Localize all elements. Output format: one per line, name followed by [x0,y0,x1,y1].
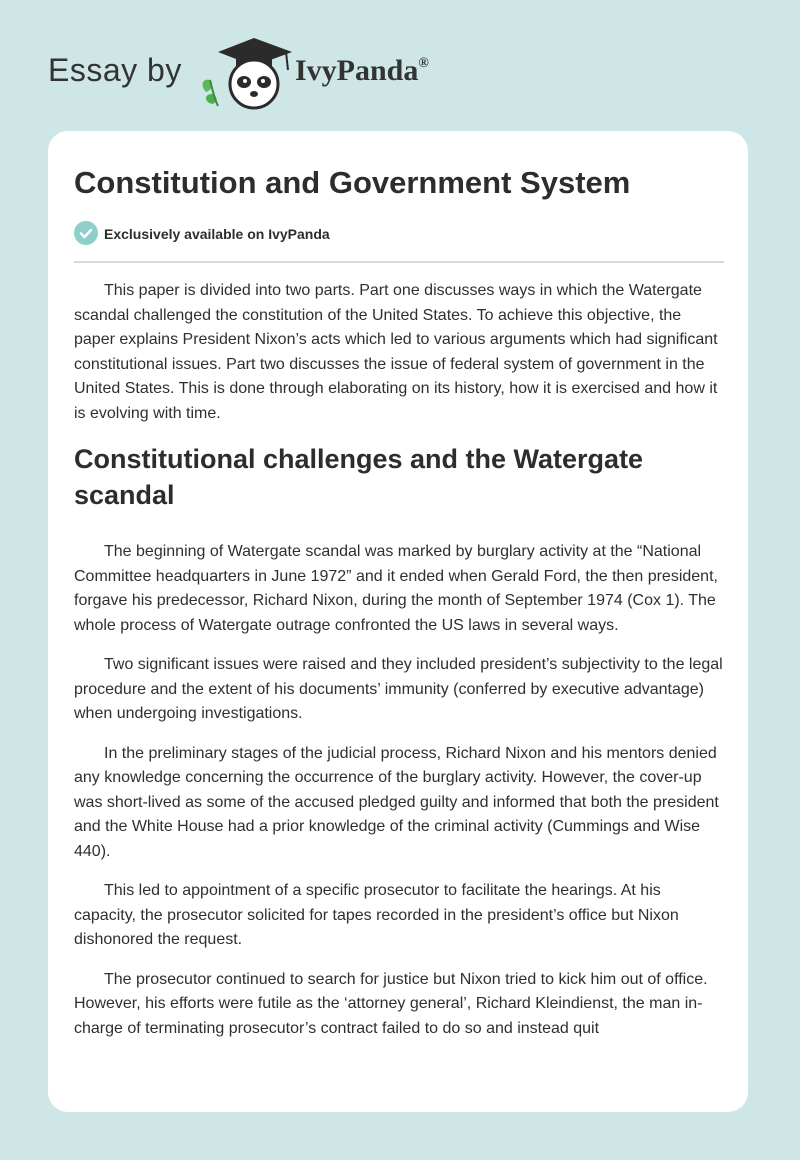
body-paragraph: This led to appointment of a specific prosecutor to facilitate the hearings. At his capacity, the prosecutor solicited for tapes recorded in the president’s office but Nixon dishonored the request. [74,882,679,948]
body-paragraph: The prosecutor continued to search for justice but Nixon tried to kick him out of office. However, his efforts were futile as the ‘attorney general’, Richard Kleindienst, the man in-charge of terminating prosecutor’s contract failed to do so and instead quit [74,970,708,1037]
panda-graduate-icon[interactable] [198,34,298,110]
exclusive-badge [74,221,724,247]
body-paragraph: In the preliminary stages of the judicial process, Richard Nixon and his mentors denied any knowledge concerning the occurrence of the burglary activity. However, the cover-up was short-lived as some of the accused pledged guilty and informed that both the president and the White House had a prior knowledge of the criminal activity (Cummings and Wise 440). [74,744,719,860]
brand-name[interactable]: IvyPanda® [295,54,429,87]
section-heading: Constitutional challenges and the Watergate scandal [74,444,644,510]
check-icon [74,221,98,245]
site-header [48,34,748,114]
essay-by-label: Essay by [48,52,182,88]
divider [74,261,724,263]
intro-paragraph: This paper is divided into two parts. Part one discusses ways in which the Watergate scandal challenged the constitution of the United States. To achieve this objective, the paper explains President Nixon’s acts which led to various arguments which had significant constitutional issues. Part two discusses the issue of federal system of government in the United States. This is done through elaborating on its history, how it is exercised and how it is evolving with time. [74,282,718,422]
body-paragraph: The beginning of Watergate scandal was marked by burglary activity at the “National Committee headquarters in June 1972” and it ended when Gerald Ford, the then president, forgave his predecessor, Richard Nixon, during the month of September 1974 (Cox 1). The whole process of Watergate outrage confronted the US laws in several ways. [74,543,718,634]
article-body [74,279,724,1056]
body-paragraph: Two significant issues were raised and they included president’s subjectivity to the legal procedure and the extent of his documents’ immunity (conferred by executive advantage) when undergoing investigations. [74,656,723,722]
article-title: Constitution and Government System [74,165,631,200]
article-card [48,131,748,1112]
exclusive-badge-text: Exclusively available on IvyPanda [104,226,330,242]
